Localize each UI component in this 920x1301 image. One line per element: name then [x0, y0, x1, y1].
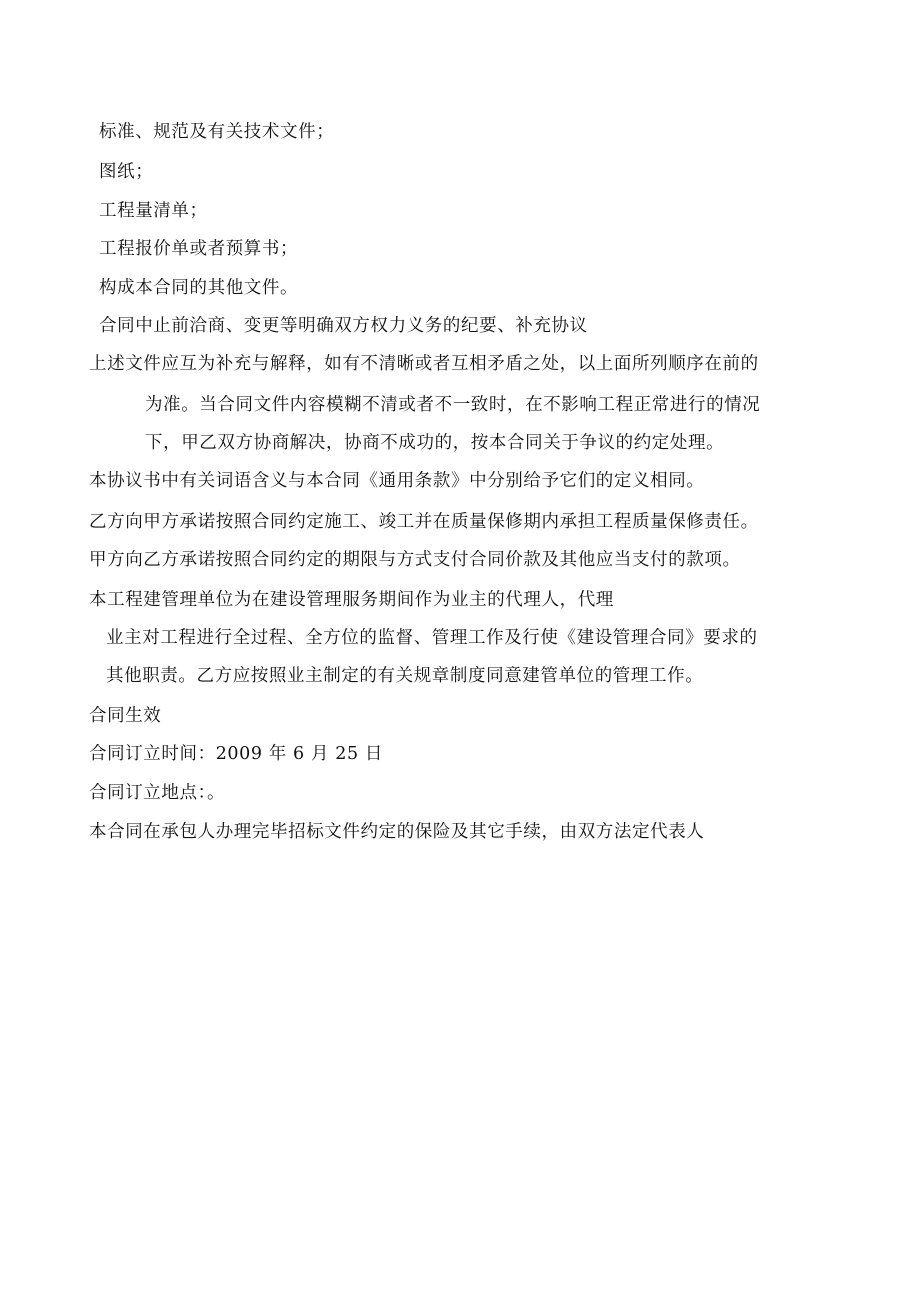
section-heading-effectiveness: 合同生效: [89, 706, 162, 726]
list-item-drawings: 图纸；: [99, 162, 154, 182]
paragraph-interpretation-line-2: 为准。当合同文件内容模糊不清或者不一致时，在不影响工程正常进行的情况: [145, 395, 761, 415]
paragraph-interpretation-line-1: 上述文件应互为补充与解释，如有不清晰或者互相矛盾之处，以上面所列顺序在前的: [89, 354, 759, 374]
list-item-standards: 标准、规范及有关技术文件；: [99, 122, 335, 142]
list-item-supplementary-agreements: 合同中止前洽商、变更等明确双方权力义务的纪要、补充协议: [99, 316, 588, 336]
contract-signing-place: 合同订立地点：。: [89, 783, 226, 803]
paragraph-contractor-commitment: 乙方向甲方承诺按照合同约定施工、竣工并在质量保修期内承担工程质量保修责任。: [89, 512, 759, 532]
paragraph-management-unit-line-2: 业主对工程进行全过程、全方位的监督、管理工作及行使《建设管理合同》要求的: [106, 628, 758, 648]
list-item-bill-of-quantities: 工程量清单；: [99, 201, 208, 221]
list-item-quotation: 工程报价单或者预算书；: [99, 239, 299, 259]
paragraph-management-unit-line-1: 本工程建管理单位为在建设管理服务期间作为业主的代理人，代理: [89, 590, 614, 610]
paragraph-definitions: 本协议书中有关词语含义与本合同《通用条款》中分别给予它们的定义相同。: [89, 471, 705, 491]
contract-signing-date: 合同订立时间：2009 年 6 月 25 日: [89, 744, 383, 764]
paragraph-effectiveness-condition: 本合同在承包人办理完毕招标文件约定的保险及其它手续，由双方法定代表人: [89, 822, 705, 842]
paragraph-interpretation-line-3: 下，甲乙双方协商解决，协商不成功的，按本合同关于争议的约定处理。: [145, 433, 725, 453]
paragraph-employer-commitment: 甲方向乙方承诺按照合同约定的期限与方式支付合同价款及其他应当支付的款项。: [89, 550, 741, 570]
paragraph-management-unit-line-3: 其他职责。乙方应按照业主制定的有关规章制度同意建管单位的管理工作。: [106, 666, 704, 686]
list-item-other-documents: 构成本合同的其他文件。: [99, 278, 299, 298]
